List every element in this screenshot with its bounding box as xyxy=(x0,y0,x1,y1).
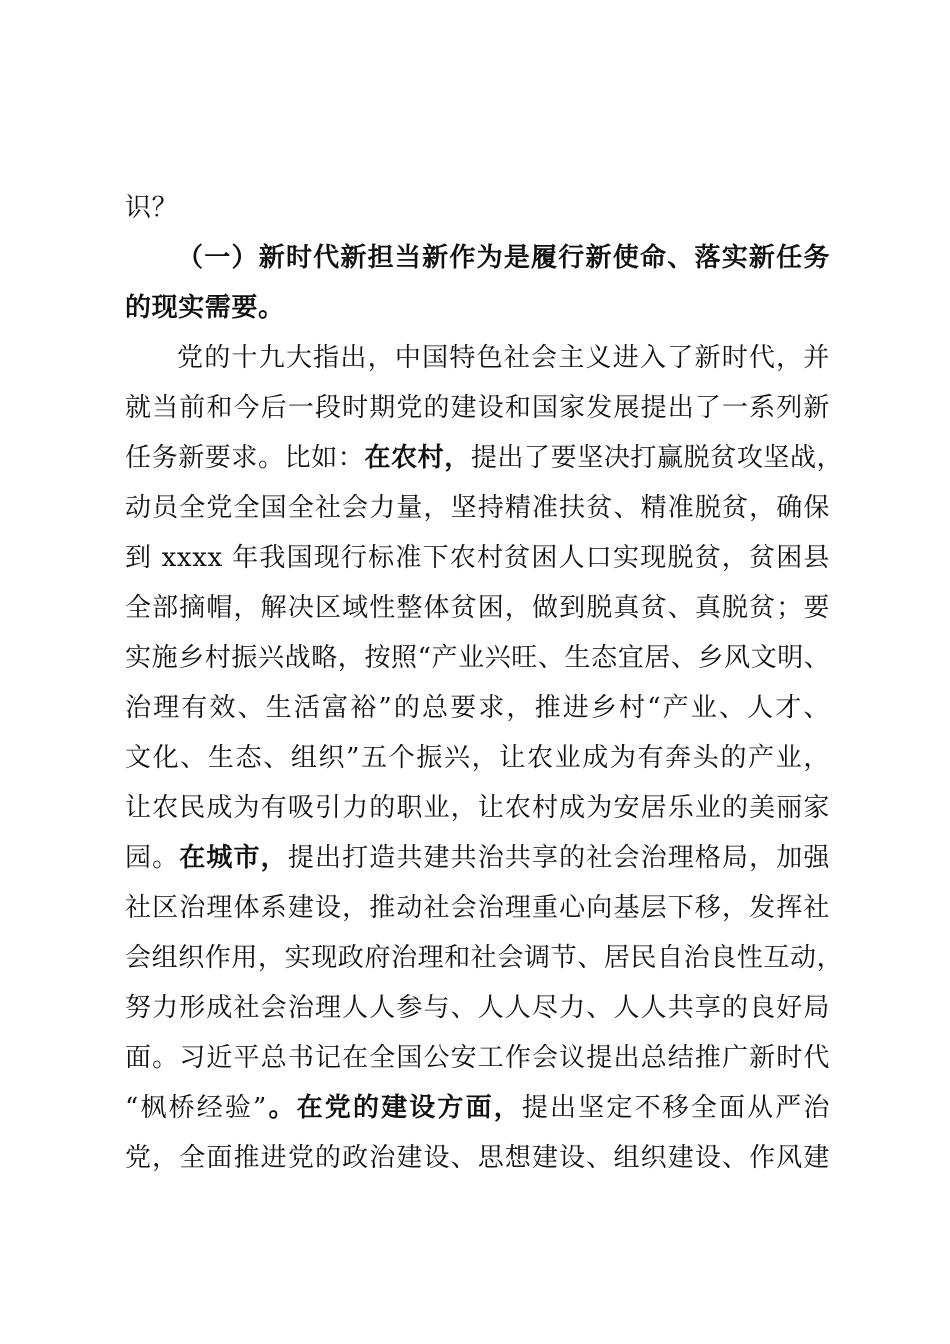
paragraph-line: 园。在城市，提出打造共建共治共享的社会治理格局，加强 xyxy=(125,843,830,873)
paragraph-line: 党，全面推进党的政治建设、思想建设、组织建设、作风建 xyxy=(125,1143,830,1173)
paragraph-line: 文化、生态、组织”五个振兴，让农业成为有奔头的产业， xyxy=(125,743,830,773)
paragraph-line: 会组织作用，实现政府治理和社会调节、居民自治良性互动， xyxy=(125,943,844,973)
paragraph-line: 党的十九大指出，中国特色社会主义进入了新时代，并 xyxy=(177,343,830,373)
section-heading-continued: 的现实需要。 xyxy=(125,293,285,323)
emphasis-rural: 在农村， xyxy=(364,443,471,473)
section-heading: （一）新时代新担当新作为是履行新使命、落实新任务 xyxy=(177,243,830,273)
paragraph-line: 面。习近平总书记在全国公安工作会议提出总结推广新时代 xyxy=(125,1043,830,1073)
paragraph-line: “枫桥经验”。在党的建设方面，提出坚定不移全面从严治 xyxy=(125,1093,830,1123)
paragraph-line: 让农民成为有吸引力的职业，让农村成为安居乐业的美丽家 xyxy=(125,793,830,823)
paragraph-line: 治理有效、生活富裕”的总要求，推进乡村“产业、人才、 xyxy=(125,693,830,723)
text-line: 识？ xyxy=(125,193,179,223)
paragraph-line: 动员全党全国全社会力量，坚持精准扶贫、精准脱贫，确保 xyxy=(125,493,830,523)
paragraph-line: 社区治理体系建设，推动社会治理重心向基层下移，发挥社 xyxy=(125,893,830,923)
emphasis-urban: 在城市， xyxy=(179,843,288,873)
paragraph-line: 全部摘帽，解决区域性整体贫困，做到脱真贫、真脱贫；要 xyxy=(125,593,830,623)
paragraph-line: 实施乡村振兴战略，按照“产业兴旺、生态宜居、乡风文明、 xyxy=(125,643,831,673)
emphasis-party-building: 。在党的建设方面， xyxy=(266,1093,522,1123)
paragraph-line: 努力形成社会治理人人参与、人人尽力、人人共享的良好局 xyxy=(125,993,830,1023)
paragraph-line: 到 xxxx 年我国现行标准下农村贫困人口实现脱贫，贫困县 xyxy=(125,543,830,573)
paragraph-line: 任务新要求。比如：在农村，提出了要坚决打赢脱贫攻坚战， xyxy=(125,443,844,473)
paragraph-line: 就当前和今后一段时期党的建设和国家发展提出了一系列新 xyxy=(125,393,830,423)
